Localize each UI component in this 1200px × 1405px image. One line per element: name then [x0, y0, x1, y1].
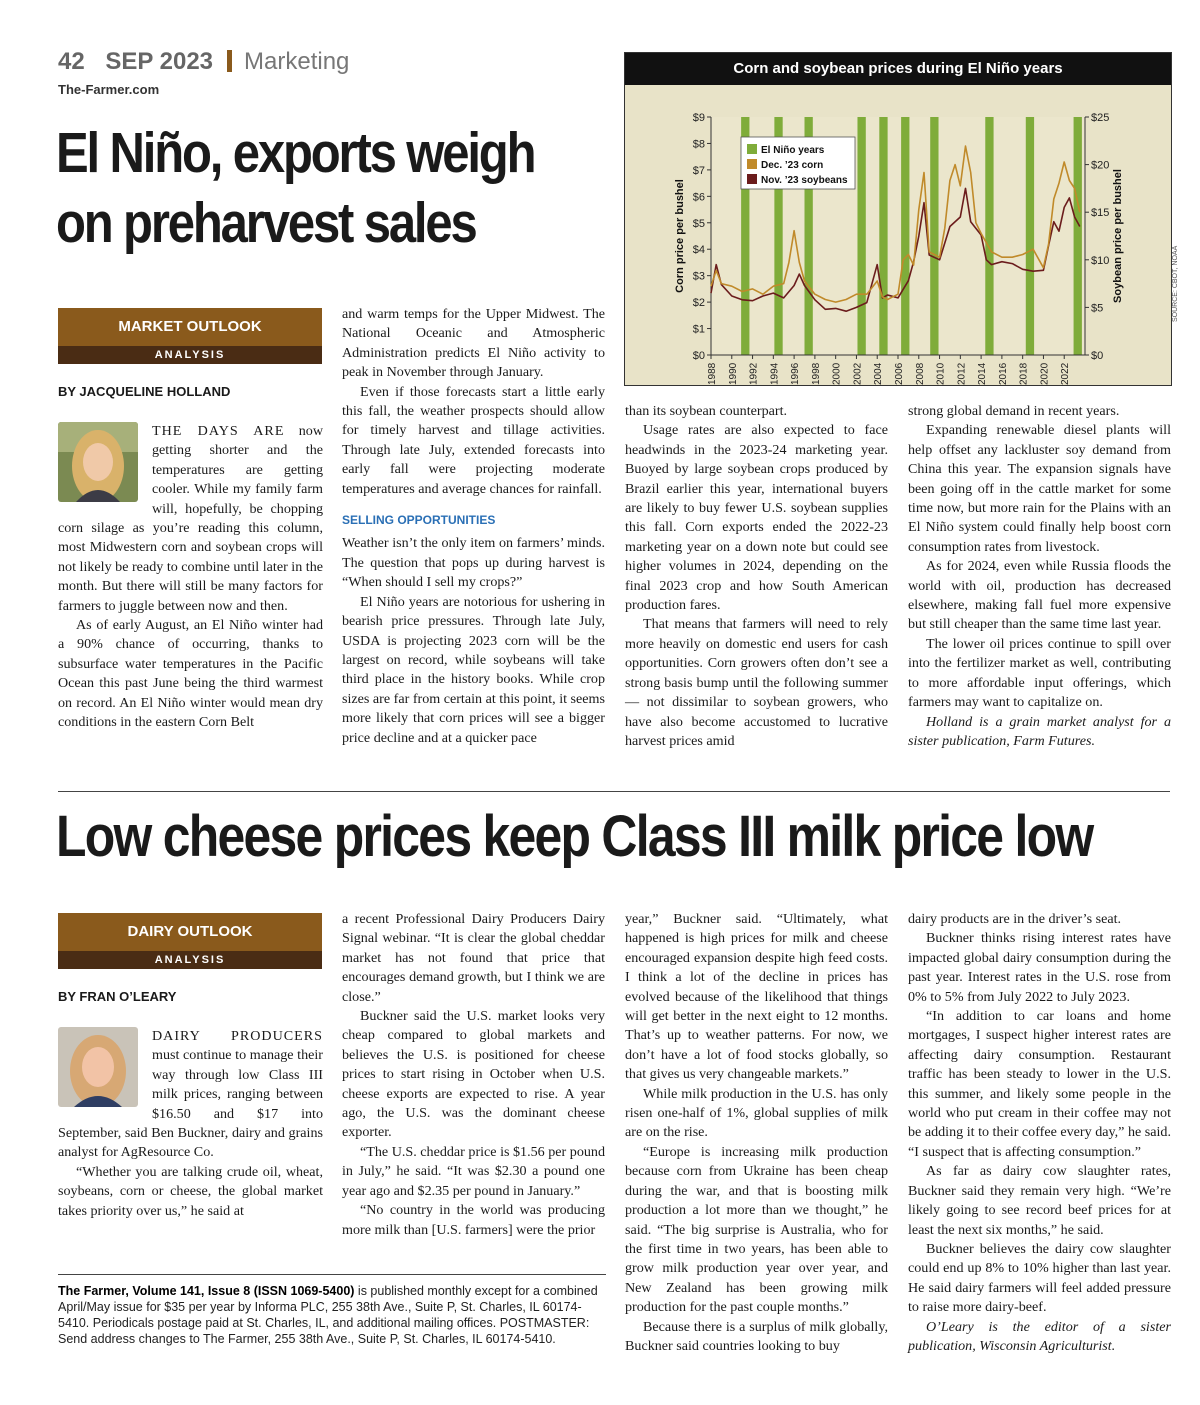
- x-tick-label: 2016: [997, 362, 1009, 385]
- lead-text-rest: said Ben Buckner, dairy and grains analyst for AgResource Co.: [58, 1125, 323, 1161]
- legend-swatch: [747, 159, 757, 169]
- paragraph: “No country in the world was producing more milk than [U.S. farmers] were the prior: [342, 1202, 605, 1238]
- market-outlook-banner: MARKET OUTLOOK: [58, 308, 322, 346]
- author-photo-holland: [58, 422, 138, 502]
- y-right-tick-label: $15: [1091, 207, 1110, 220]
- legend-swatch: [747, 174, 757, 184]
- article1-column-1: [58, 422, 323, 733]
- paragraph: Usage rates are also expected to face headwinds in the 2023-24 marketing year. Buoyed by large soybean crops produced by Brazil earlier this year, international buyers are likely to buy fewer U.S. soybean supplies this fall. Corn exports ended the 2022-23 marketing year on a down note but could see higher volumes in 2024, depending on the final 2023 crop and how South American production fares.: [625, 422, 888, 614]
- y-right-tick-label: $10: [1091, 254, 1110, 267]
- section-name: Marketing: [244, 48, 350, 75]
- legend-label: Nov. ’23 soybeans: [761, 175, 848, 186]
- chart-svg: [625, 85, 1171, 385]
- analysis-label: ANALYSIS: [58, 951, 322, 969]
- paragraph: strong global demand in recent years.: [908, 403, 1120, 419]
- el-nino-bar: [1074, 117, 1082, 355]
- x-tick-label: 2020: [1039, 362, 1051, 385]
- page-number: 42: [58, 48, 85, 75]
- page-folio: [58, 48, 349, 76]
- paragraph: Expanding renewable diesel plants will help offset any lackluster soy demand from China this year. The expansion signals have been going off in the cattle market for some time now, but more rain for the Plains with an El Niño system could finally help boost corn consumption rates from livestock.: [908, 422, 1171, 555]
- publication-info-title: The Farmer, Volume 141, Issue 8 (ISSN 1069-5400): [58, 1284, 355, 1298]
- byline-holland: BY JACQUELINE HOLLAND: [58, 384, 231, 399]
- paragraph: El Niño years are notorious for ushering in bearish price pressures. Through late July, USDA is projecting 2023 corn will be the largest on record, while soybeans will take third place in the history books. While crop sizes are far from certain at this point, it seems more likely that corn prices will see a bigger price decline and at a quicker pace: [342, 593, 605, 746]
- paragraph: Buckner believes the dairy cow slaughter could end up 8% to 10% higher than last year. He said dairy farmers will feel added pressure to raise more dairy-beef.: [908, 1240, 1171, 1316]
- paragraph: Even if those forecasts start a little early this fall, the weather prospects should allow for timely harvest and tillage activities. Through late July, extended forecasts into early fall were projecting moderate temperatures and average chances for rainfall.: [342, 383, 605, 497]
- lead-text: must continue to manage their way through low Class III milk prices, ranging between $16.50 and $17 into September,: [58, 1047, 323, 1142]
- el-nino-bar: [879, 117, 887, 355]
- legend-swatch: [747, 144, 757, 154]
- publication-info: [58, 1274, 606, 1347]
- y-tick-label: $1: [692, 323, 705, 336]
- y-tick-label: $6: [692, 191, 705, 204]
- y-right-axis-label: Soybean price per bushel: [1112, 169, 1124, 303]
- el-nino-bar: [901, 117, 909, 355]
- x-tick-label: 2006: [894, 362, 905, 385]
- y-right-tick-label: $5: [1091, 302, 1104, 315]
- section-divider: [58, 791, 1170, 792]
- paragraph: As far as dairy cow slaughter rates, Buckner said they remain very high. “We’re likely going to see record beef prices for at least the next six months,” he said.: [908, 1163, 1171, 1238]
- x-tick-label: 2008: [914, 362, 926, 385]
- el-nino-bar: [985, 117, 993, 355]
- x-tick-label: 2002: [852, 362, 864, 385]
- paragraph: That means that farmers will need to rely more heavily on domestic end users for cash opportunities. Corn growers often don’t see a strong basis bump until the following summer — not dissimilar to soybean growers, who have also become accustomed to lucrative harvest prices amid: [625, 616, 888, 749]
- paragraph: and warm temps for the Upper Midwest. The National Oceanic and Atmospheric Administration predicts El Niño activity to peak in November through January.: [342, 306, 605, 381]
- author-photo-oleary: [58, 1027, 138, 1107]
- x-tick-label: 2010: [935, 362, 947, 385]
- paragraph: Buckner said the U.S. market looks very cheap compared to global markets and believes the U.S. is positioned for cheese prices to start rising in October when U.S. cheese exports are expected to rise. A year ago, the U.S. was the dominant cheese exporter.: [342, 1008, 605, 1141]
- y-tick-label: $7: [692, 164, 705, 177]
- y-tick-label: $8: [692, 138, 705, 151]
- article1-column-4: [908, 402, 1171, 751]
- paragraph: “Whether you are talking crude oil, wheat, soybeans, corn or cheese, the global market takes priority over us,” he said at: [58, 1163, 323, 1219]
- article2-column-4: [908, 910, 1171, 1356]
- y-right-tick-label: $0: [1091, 350, 1104, 362]
- y-tick-label: $0: [692, 350, 705, 362]
- issue-date: SEP 2023: [105, 48, 214, 75]
- chart-source: SOURCE: CBOT, NOAA: [1172, 245, 1179, 322]
- lead-caps: DAIRY PRODUCERS: [152, 1028, 323, 1044]
- paragraph: “In addition to car loans and home mortgages, I suspect higher interest rates are affecting dairy consumption. Restaurant traffic has been steady to lower in the U.S. this summer, and likely some people in the world who put cream in their coffee may not be adding it to their coffee every day,” he said. “I suspect that is affecting consumption.”: [908, 1008, 1171, 1160]
- x-tick-label: 2022: [1060, 362, 1072, 385]
- byline-oleary: BY FRAN O’LEARY: [58, 989, 177, 1004]
- article1-column-2: [342, 305, 605, 748]
- x-tick-label: 1992: [748, 362, 760, 385]
- legend-label: Dec. ’23 corn: [761, 160, 824, 171]
- paragraph: As for 2024, even while Russia floods the world with oil, production has decreased elsewhere, making fall fuel more expensive but still cheaper than the same time last year.: [908, 558, 1171, 633]
- x-tick-label: 1996: [790, 362, 802, 385]
- headline-el-nino: [56, 118, 538, 258]
- article1-column-3: [625, 402, 888, 751]
- article2-column-1: [58, 1027, 323, 1221]
- y-tick-label: $2: [692, 297, 705, 310]
- site-url: The-Farmer.com: [58, 82, 160, 97]
- lead-caps: THE DAYS ARE: [152, 423, 285, 439]
- paragraph: Buckner thinks rising interest rates have impacted global dairy consumption during the past year. Interest rates in the U.S. rose from 0% to 5% from July 2022 to July 2023.: [908, 930, 1171, 1005]
- y-axis-label: Corn price per bushel: [674, 179, 686, 293]
- dairy-outlook-banner: DAIRY OUTLOOK: [58, 913, 322, 951]
- paragraph: “The U.S. cheddar price is $1.56 per pound in July,” he said. “It was $2.30 a pound one year ago and $2.35 per pound in January.”: [342, 1143, 606, 1199]
- publication-info-text: is published monthly except for a combined April/May issue for $35 per year by Informa PLC, 255 38th Ave., Suite P, St. Charles, IL 60174-5410. Periodicals postage paid at St. Charles, IL, and additional mailing offices. POSTMASTER: Send address changes to The Farmer, 255 38th Ave., Suite P, St. Charles, IL 60174-5410.: [58, 1284, 598, 1346]
- x-tick-label: 1998: [810, 362, 822, 385]
- x-tick-label: 2014: [977, 362, 989, 385]
- folio-divider: [227, 50, 232, 72]
- paragraph: Because there is a surplus of milk globally, Buckner said countries looking to buy: [625, 1318, 888, 1354]
- el-nino-bar: [1026, 117, 1034, 355]
- paragraph: than its soybean counterpart.: [625, 403, 788, 419]
- paragraph: “Europe is increasing milk production because corn from Ukraine has been cheap during the war, and that is boosting milk production a lot more than we thought,” he said. “The big surprise is Australia, who for the first time in two years, has been able to grow milk production year over year, and New Zealand has been growing milk production for the past couple months.”: [625, 1143, 888, 1316]
- paragraph: dairy products are in the driver’s seat.: [908, 911, 1122, 927]
- y-right-tick-label: $20: [1091, 159, 1110, 172]
- subhead-selling-opportunities: SELLING OPPORTUNITIES: [342, 513, 496, 528]
- author-credit: Holland is a grain market analyst for a sister publication, Farm Futures.: [908, 713, 1171, 749]
- price-chart: [624, 52, 1172, 386]
- headline-line-1: El Niño, exports weigh: [56, 121, 535, 185]
- headline-cheese: Low cheese prices keep Class III milk price low: [56, 804, 1093, 869]
- article2-column-3: [625, 910, 888, 1356]
- x-tick-label: 1994: [769, 362, 781, 385]
- legend-label: El Niño years: [761, 145, 825, 156]
- chart-title: Corn and soybean prices during El Niño years: [625, 53, 1171, 85]
- paragraph: While milk production in the U.S. has only risen one-half of 1%, global supplies of milk are on the rise.: [625, 1085, 888, 1141]
- lead-text: now getting shorter and the temperatures are getting cooler. While my family farm will, hopefully, be chopping corn silage as: [58, 423, 323, 537]
- x-tick-label: 2018: [1018, 362, 1030, 385]
- paragraph: a recent Professional Dairy Producers Dairy Signal webinar. “It is clear the global cheddar market has not found that price that encourages demand growth, but I think we are close.”: [342, 911, 605, 1005]
- lead-text-rest: you’re reading this column, most Midwestern corn and soybean crops will not likely be ready to combine until later in the month. But there will still be many factors for farmers to juggle between now and then.: [58, 520, 323, 614]
- article2-column-2: [342, 910, 605, 1240]
- paragraph: year,” Buckner said. “Ultimately, what happened is high prices for milk and cheese encouraged expansion despite high feed costs. I think a lot of the decline in prices has evolved because of the likelihood that things will get better in the next eight to 12 months. That’s up to weather patterns. For now, we don’t have a lot of food stocks globally, so that gives us very changeable markets.”: [625, 911, 888, 1083]
- x-tick-label: 1990: [727, 362, 739, 385]
- paragraph: As of early August, an El Niño winter had a 90% chance of occurring, thanks to subsurface water temperatures in the Pacific Ocean this past June being the third warmest on record. An El Niño winter would mean dry conditions in the eastern Corn Belt: [58, 617, 323, 731]
- y-tick-label: $3: [692, 270, 705, 283]
- paragraph: Weather isn’t the only item on farmers’ minds. The question that pops up during harvest is “When should I sell my crops?”: [342, 535, 605, 591]
- x-tick-label: 2000: [831, 362, 843, 385]
- x-tick-label: 1988: [707, 362, 718, 385]
- y-tick-label: $4: [692, 244, 705, 257]
- author-credit: O’Leary is the editor of a sister publication, Wisconsin Agriculturist.: [908, 1318, 1171, 1354]
- el-nino-bar: [857, 117, 865, 355]
- x-tick-label: 2012: [956, 362, 968, 385]
- analysis-label: ANALYSIS: [58, 346, 322, 364]
- y-right-tick-label: $25: [1091, 112, 1110, 124]
- headline-line-2: on preharvest sales: [56, 191, 476, 255]
- paragraph: The lower oil prices continue to spill over into the fertilizer market as well, contributing to more affordable input offerings, which farmers may want to capitalize on.: [908, 635, 1171, 711]
- x-tick-label: 2004: [873, 362, 885, 385]
- y-tick-label: $5: [692, 217, 705, 230]
- y-tick-label: $9: [692, 112, 705, 124]
- el-nino-bar: [930, 117, 938, 355]
